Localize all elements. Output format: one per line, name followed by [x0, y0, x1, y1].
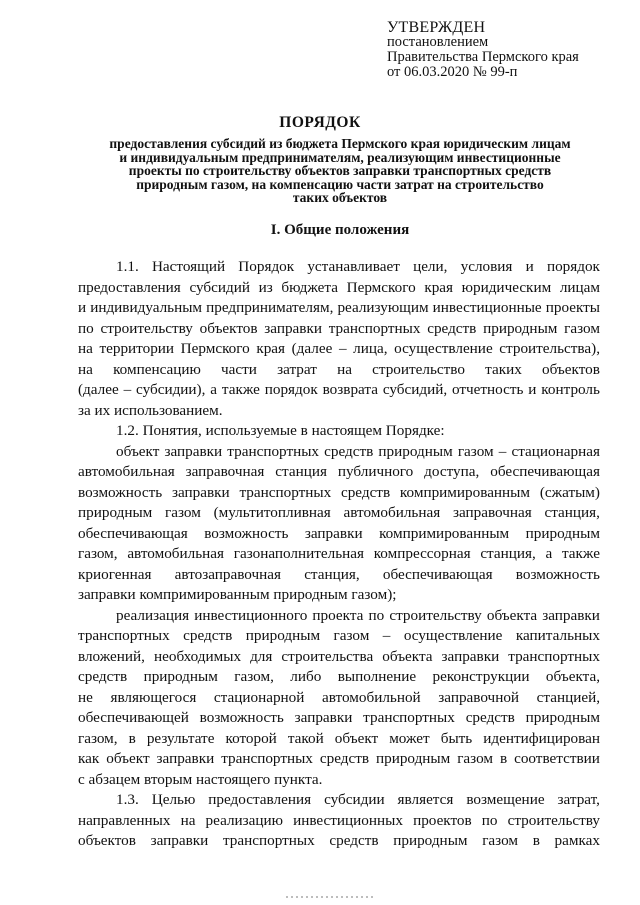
approval-heading: УТВЕРЖДЕН — [387, 19, 486, 36]
paragraph-line: обеспечивающая возможность заправки компримированным природным — [78, 524, 600, 542]
paragraph-line: реализация инвестиционного проекта по строительству объекта заправки — [116, 606, 600, 624]
document-subtitle — [82, 137, 598, 205]
paragraph-line: не являющегося стационарной автомобильной заправочной станцией, — [78, 688, 600, 706]
paragraph-line: средств природным газом, либо выполнение реконструкции объекта, — [78, 668, 600, 685]
paragraph-line: объект заправки транспортных средств природным газом – стационарная — [116, 442, 600, 460]
paragraph-line: вложений, необходимых для строительства объекта заправки транспортных — [78, 647, 600, 665]
paragraph-line: заправки компримированным природным газом); — [78, 586, 397, 603]
section-heading: I. Общие положения — [270, 222, 410, 238]
approval-line: постановлением — [387, 34, 489, 50]
paragraph-line: и индивидуальным предпринимателям, реализующим инвестиционные проекты — [78, 299, 600, 316]
subtitle-line: предоставления субсидий из бюджета Пермского края юридическим лицам — [109, 136, 571, 151]
subtitle-line: и индивидуальным предпринимателям, реализующим инвестиционные — [119, 149, 561, 165]
paragraph-line: 1.3. Целью предоставления субсидии является возмещение затрат, — [116, 791, 600, 808]
document-title: ПОРЯДОК — [279, 114, 361, 131]
approval-line: от 06.03.2020 № 99-п — [387, 64, 518, 80]
paragraph-line: на компенсацию части затрат на строительство таких объектов — [78, 360, 600, 378]
subtitle-line: проекты по строительству объектов заправки транспортных средств — [128, 163, 552, 178]
approval-line: Правительства Пермского края — [387, 49, 579, 65]
paragraph-line: по строительству объектов заправки транспортных средств природным газом — [78, 319, 600, 337]
paragraph-line: за их использованием. — [78, 401, 223, 419]
paragraph-line: на территории Пермского края (далее – лица, осуществление строительства), — [78, 340, 600, 357]
paragraph-line: с абзацем вторым настоящего пункта. — [78, 770, 323, 788]
paragraph-line: газом, автомобильная газонаполнительная компрессорная станция, а также — [78, 545, 600, 562]
paragraph-line: направленных на реализацию инвестиционных проектов по строительству — [78, 811, 600, 829]
scan-artifact — [286, 896, 376, 898]
approval-stamp-block — [387, 20, 627, 80]
paragraph-line: (далее – субсидии), а также порядок возврата субсидий, отчетность и контроль — [78, 381, 600, 398]
paragraph-line: газом, в результате которой такой объект может быть идентифицирован — [78, 729, 600, 747]
paragraph-line: автомобильная заправочная станция публичного доступа, обеспечивающая — [78, 463, 600, 480]
subtitle-line: природным газом, на компенсацию части затрат на строительство — [136, 176, 544, 192]
paragraph-line: 1.1. Настоящий Порядок устанавливает цели, условия и порядок — [116, 258, 600, 275]
paragraph-line: обеспечивающей возможность заправки транспортных средств природным — [78, 709, 600, 726]
paragraph-line: возможность заправки транспортных средств компримированным (сжатым) — [78, 483, 600, 501]
paragraph-line: транспортных средств природным газом – осуществление капитальных — [78, 627, 600, 644]
body-text — [78, 257, 600, 852]
paragraph-line: природным газом (мультитопливная автомобильная заправочная станция, — [78, 504, 600, 521]
paragraph-line: 1.2. Понятия, используемые в настоящем Порядке: — [116, 422, 445, 439]
paragraph-line: криогенная автозаправочная станция, обеспечивающая возможность — [78, 565, 600, 583]
paragraph-line: предоставления субсидий из бюджета Пермского края юридическим лицам — [78, 278, 600, 296]
paragraph-line: объектов заправки транспортных средств природным газом в рамках — [78, 832, 600, 849]
paragraph-line: как объект заправки транспортных средств природным газом в соответствии — [78, 750, 600, 767]
subtitle-line: таких объектов — [292, 190, 388, 205]
